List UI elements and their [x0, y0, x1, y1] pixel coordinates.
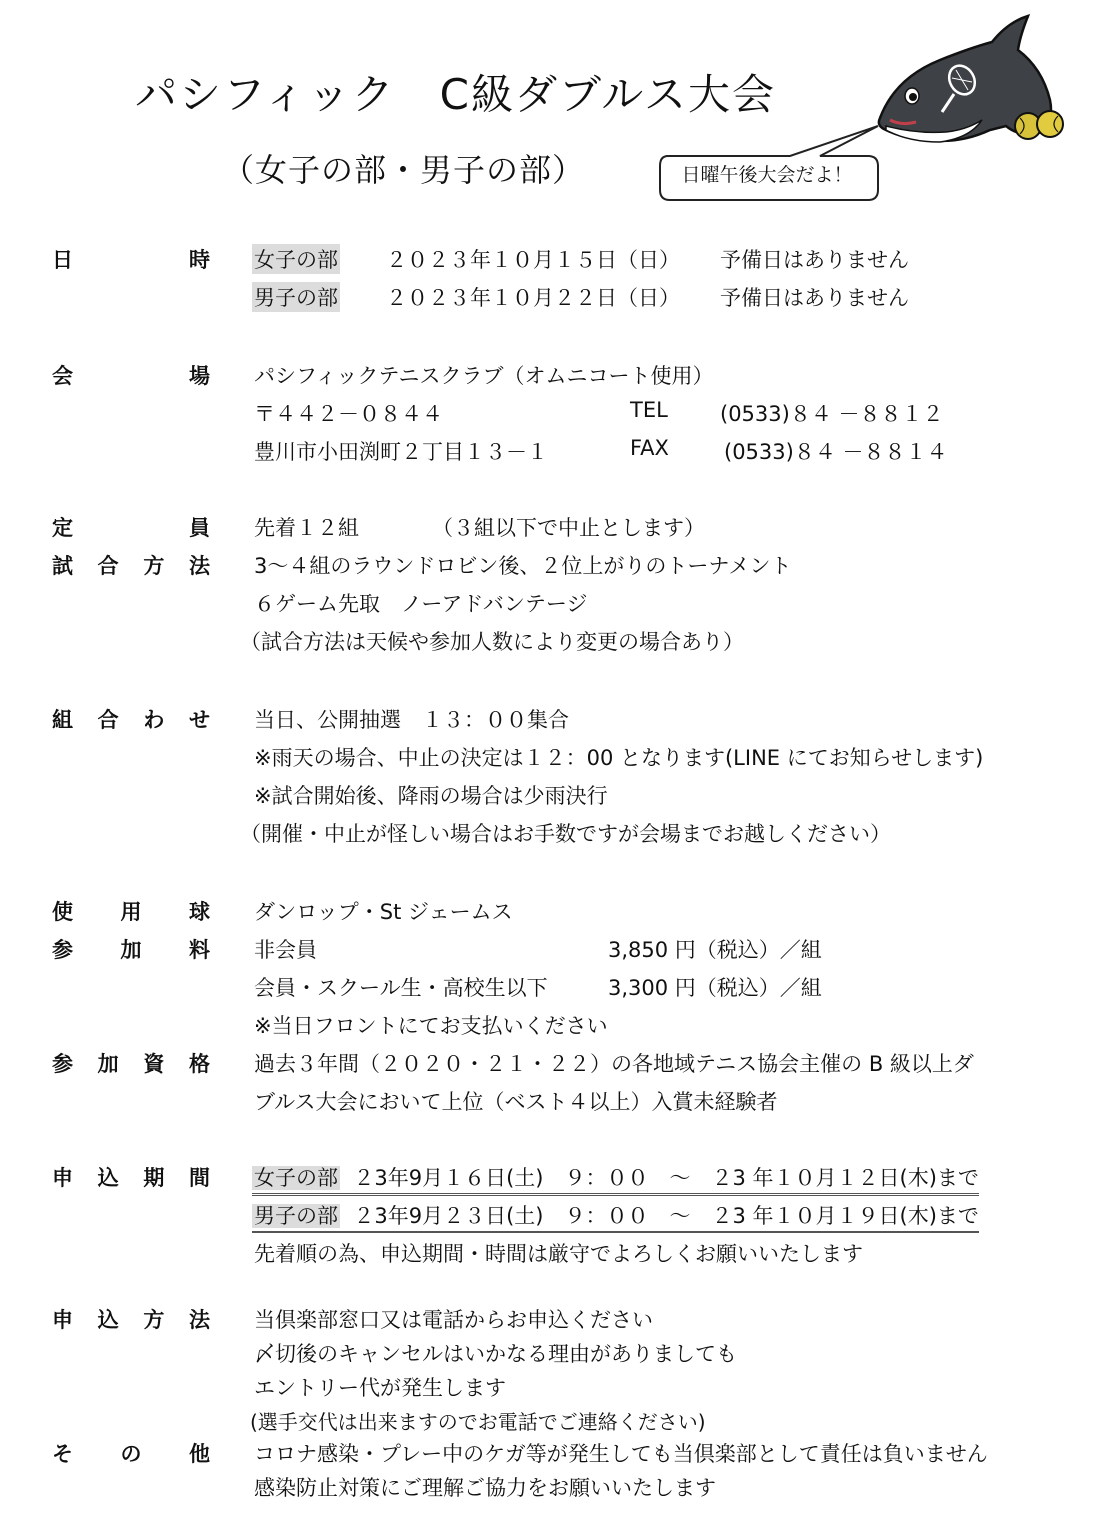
period-men-division: 男子の部: [254, 1204, 338, 1228]
capacity-label: 定 員: [52, 516, 210, 540]
schedule-row: [0, 278, 1100, 314]
draw-row: [0, 776, 1100, 812]
venue-postal: 〒４４２－０８４４: [254, 402, 443, 426]
ball-row: [0, 892, 1100, 928]
fee-row: [0, 968, 1100, 1004]
tennis-ball-icon: [1037, 111, 1063, 137]
format-line: 3～４組のラウンドロビン後、２位上がりのトーナメント: [254, 554, 792, 578]
period-women: [252, 1162, 979, 1196]
eligibility-label: 参 加 資 格: [52, 1052, 210, 1076]
apply-line: エントリー代が発生します: [254, 1376, 506, 1400]
men-date: ２０２３年１０月２２日（日）: [386, 286, 680, 310]
eligibility-row: [0, 1044, 1100, 1080]
other-label: そ の 他: [52, 1442, 210, 1466]
schedule-row: [0, 240, 1100, 276]
other-line: コロナ感染・プレー中のケガ等が発生しても当倶楽部として責任は負いません: [254, 1442, 988, 1466]
speech-bubble-text: 日曜午後大会だよ！: [681, 164, 853, 186]
page-title: パシフィック C級ダブルス大会: [135, 70, 777, 119]
men-division: 男子の部: [252, 282, 340, 312]
format-row: [0, 546, 1100, 582]
draw-line: 当日、公開抽選 １３：００集合: [254, 708, 569, 732]
draw-row: [0, 738, 1100, 774]
venue-name: パシフィックテニスクラブ（オムニコート使用）: [254, 364, 714, 388]
eligibility-line: ブルス大会において上位（ベスト４以上）入賞未経験者: [254, 1090, 778, 1114]
venue-label: 会 場: [52, 364, 210, 388]
eligibility-row: [0, 1082, 1100, 1118]
ball-value: ダンロップ・St ジェームス: [254, 900, 513, 924]
draw-row: [0, 814, 1100, 850]
apply-row: [0, 1402, 1100, 1438]
apply-row: [0, 1300, 1100, 1336]
period-row: [0, 1196, 1100, 1232]
draw-label: 組 合 わ せ: [52, 708, 210, 732]
venue-address: 豊川市小田渕町２丁目１３－１: [254, 440, 548, 464]
capacity-note: （３組以下で中止とします）: [432, 516, 705, 540]
men-note: 予備日はありません: [720, 286, 909, 310]
tel-number: (0533)８４ －８８１２: [720, 402, 944, 426]
period-note: 先着順の為、申込期間・時間は厳守でよろしくお願いいたします: [254, 1242, 863, 1266]
eligibility-line: 過去３年間（２０２０・２１・２２）の各地域テニス協会主催の B 級以上ダ: [254, 1052, 974, 1076]
fee-row: [0, 930, 1100, 966]
period-row: [0, 1158, 1100, 1194]
women-division: 女子の部: [252, 244, 340, 274]
fee-nonmember-price: 3,850 円（税込）／組: [608, 938, 822, 962]
draw-note: （開催・中止が怪しい場合はお手数ですが会場までお越しください）: [240, 822, 891, 846]
fee-label: 参 加 料: [52, 938, 210, 962]
draw-line: ※試合開始後、降雨の場合は少雨決行: [254, 784, 608, 808]
other-row: [0, 1434, 1100, 1470]
period-men: [252, 1200, 979, 1233]
other-line: 感染防止対策にご理解ご協力をお願いいたします: [254, 1476, 716, 1500]
format-row: [0, 622, 1100, 658]
apply-note: (選手交代は出来ますのでお電話でご連絡ください): [250, 1410, 706, 1434]
apply-row: [0, 1368, 1100, 1404]
fax-label: FAX: [630, 436, 669, 460]
capacity-row: [0, 508, 1100, 544]
page-subtitle: （女子の部・男子の部）: [222, 151, 586, 189]
apply-line: 〆切後のキャンセルはいかなる理由がありましても: [254, 1342, 737, 1366]
period-men-range: ２3年9月２３日(土) ９：００ ～ ２3 年１０月１９日(木)まで: [353, 1204, 979, 1228]
schedule-label: 日 時: [52, 248, 210, 272]
format-line: ６ゲーム先取 ノーアドバンテージ: [254, 592, 588, 616]
women-date: ２０２３年１０月１５日（日）: [386, 248, 680, 272]
fee-member: 会員・スクール生・高校生以下: [254, 976, 548, 1000]
period-women-division: 女子の部: [254, 1166, 338, 1190]
apply-row: [0, 1334, 1100, 1370]
period-women-range: ２3年9月１６日(土) ９：００ ～ ２3 年１０月１２日(木)まで: [353, 1166, 979, 1190]
venue-row: [0, 356, 1100, 392]
period-row: [0, 1234, 1100, 1270]
tel-label: TEL: [630, 398, 668, 422]
venue-row: [0, 394, 1100, 430]
apply-label: 申 込 方 法: [52, 1308, 210, 1332]
format-note: （試合方法は天候や参加人数により変更の場合あり）: [240, 630, 744, 654]
women-note: 予備日はありません: [720, 248, 909, 272]
fee-member-price: 3,300 円（税込）／組: [608, 976, 822, 1000]
fee-row: [0, 1006, 1100, 1042]
fee-note: ※当日フロントにてお支払いください: [254, 1014, 608, 1038]
capacity-value: 先着１２組: [254, 516, 359, 540]
format-label: 試 合 方 法: [52, 554, 210, 578]
ball-label: 使 用 球: [52, 900, 210, 924]
draw-line: ※雨天の場合、中止の決定は１２：00 となります(LINE にてお知らせします): [254, 746, 984, 770]
period-label: 申 込 期 間: [52, 1166, 210, 1190]
format-row: [0, 584, 1100, 620]
apply-line: 当倶楽部窓口又は電話からお申込ください: [254, 1308, 653, 1332]
draw-row: [0, 700, 1100, 736]
fax-number: (0533)８４ －８８１４: [724, 440, 948, 464]
other-row: [0, 1468, 1100, 1504]
fee-nonmember: 非会員: [254, 938, 317, 962]
venue-row: [0, 432, 1100, 468]
